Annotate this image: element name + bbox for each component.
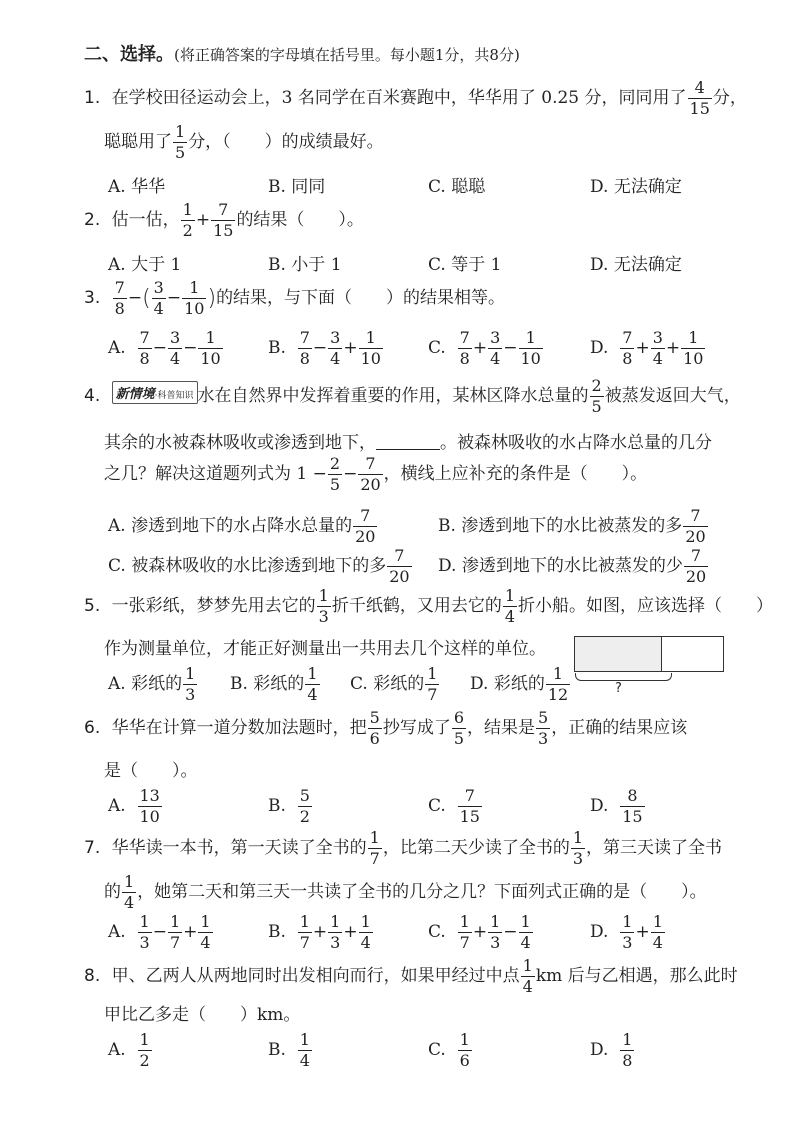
question-text: ，结果是 xyxy=(467,718,536,738)
fraction: $\frac{1}{7}$ xyxy=(369,828,380,868)
option-b[interactable]: B. 小于 1 xyxy=(268,255,342,275)
option-d[interactable]: D. 彩纸的 $\frac{1}{12}$ xyxy=(470,664,569,704)
question-text: ，她第二天和第三天一共读了全书的几分之几？下面列式正确的是（ ）。 xyxy=(137,882,707,902)
option-c[interactable]: C. 被森林吸收的水比渗透到地下的多 $\frac{7}{20}$ xyxy=(108,546,410,586)
fraction: $\frac{7}{15}$ xyxy=(213,200,234,240)
operator: − xyxy=(127,288,143,308)
question-text: ，横线上应补充的条件是（ ）。 xyxy=(383,464,648,484)
question-number: 8. xyxy=(84,966,101,986)
section-title: 二、选择。 xyxy=(84,44,174,65)
question-text: km 后与乙相遇，那么此时 xyxy=(535,966,738,986)
paper-strip-diagram xyxy=(574,636,724,696)
question-4-line-2 xyxy=(104,428,712,453)
section-header xyxy=(84,40,520,66)
option-a[interactable]: A. 华华 xyxy=(108,177,166,197)
option-c[interactable]: C. $\frac{7}{8}$ + $\frac{3}{4}$ − $\frac{1}{10}$ xyxy=(428,328,541,368)
question-5-line-1 xyxy=(84,588,773,625)
fraction: $\frac{5}{3}$ xyxy=(538,708,549,748)
fraction: $\frac{2}{5}$ xyxy=(591,376,602,416)
question-number: 7. xyxy=(84,838,101,858)
option-c[interactable]: C. 等于 1 xyxy=(428,255,502,275)
fraction: $\frac{2}{5}$ xyxy=(329,454,341,494)
option-d[interactable]: D. $\frac{8}{15}$ xyxy=(590,786,643,826)
option-d[interactable]: D. $\frac{1}{8}$ xyxy=(590,1030,633,1070)
question-text: 作为测量单位，才能正好测量出一共用去几个这样的单位。 xyxy=(104,639,546,659)
strip-segment-second xyxy=(624,637,662,671)
fraction: $\frac{1}{3}$ xyxy=(572,828,584,868)
option-a[interactable]: A. $\frac{13}{10}$ xyxy=(108,786,160,826)
question-text: 的 xyxy=(104,882,121,902)
question-mark: ? xyxy=(615,681,622,696)
fraction: $\frac{1}{2}$ xyxy=(182,200,193,240)
option-b[interactable]: B. $\frac{7}{8}$ − $\frac{3}{4}$ + $\frac{1}{10}$ xyxy=(268,328,381,368)
fraction: $\frac{1}{4}$ xyxy=(124,872,135,912)
question-text: 折千纸鹤，又用去它的 xyxy=(331,596,502,616)
question-text: 的结果（ ）。 xyxy=(236,210,364,230)
fraction: $\frac{3}{4}$ xyxy=(153,278,164,318)
context-badge: 新情境·科普知识 xyxy=(112,381,198,404)
question-3-line-1 xyxy=(84,280,505,317)
brace xyxy=(575,673,672,681)
operator: + xyxy=(195,210,211,230)
question-2-line-1 xyxy=(84,202,364,239)
question-8-line-1 xyxy=(84,958,738,995)
option-c[interactable]: C. $\frac{1}{6}$ xyxy=(428,1030,470,1070)
question-text: 之几？解决这道题列式为 1 − xyxy=(104,464,327,484)
question-text: 分，（ ）的成绩最好。 xyxy=(188,132,384,152)
question-4-line-3 xyxy=(104,456,647,493)
question-6-line-1 xyxy=(84,710,687,747)
question-text: 一张彩纸，梦梦先用去它的 xyxy=(111,596,316,616)
option-a[interactable]: A. 渗透到地下的水占降水总量的 $\frac{7}{20}$ xyxy=(108,506,376,546)
question-text: 甲比乙多走（ ）km。 xyxy=(104,1005,301,1025)
option-c[interactable]: C. 彩纸的 $\frac{1}{7}$ xyxy=(350,664,438,704)
operator: − xyxy=(343,464,358,484)
question-4-line-1 xyxy=(84,378,741,415)
option-d[interactable]: D. 渗透到地下的水比被蒸发的少 $\frac{7}{20}$ xyxy=(438,546,707,586)
question-number: 3. xyxy=(84,288,101,308)
fraction: $\frac{7}{8}$ xyxy=(114,278,125,318)
option-c[interactable]: C. $\frac{1}{7}$ + $\frac{1}{3}$ − $\frac{1}{4}$ xyxy=(428,912,531,952)
question-1-line-2 xyxy=(104,124,384,161)
option-b[interactable]: B. 渗透到地下的水比被蒸发的多 $\frac{7}{20}$ xyxy=(438,506,706,546)
fraction: $\frac{1}{3}$ xyxy=(318,586,329,626)
question-text: 在学校田径运动会上，3 名同学在百米赛跑中，华华用了 0.25 分，同同用了 xyxy=(111,88,687,108)
option-label: C. xyxy=(428,338,446,358)
fraction: $\frac{1}{5}$ xyxy=(175,122,186,162)
option-c[interactable]: C. $\frac{7}{15}$ xyxy=(428,786,480,826)
question-text: 。被森林吸收的水占降水总量的几分 xyxy=(440,433,712,453)
question-text: 聪聪用了 xyxy=(104,132,172,152)
question-text: 的结果，与下面（ ）的结果相等。 xyxy=(216,288,506,308)
question-1-line-1 xyxy=(84,80,747,117)
question-text: 折小船。如图，应该选择（ ） xyxy=(518,596,774,616)
question-text: ，比第二天少读了全书的 xyxy=(382,838,570,858)
fraction: $\frac{6}{5}$ xyxy=(453,708,465,748)
question-text: 华华在计算一道分数加法题时，把 xyxy=(111,718,367,738)
option-a[interactable]: A. $\frac{1}{3}$ − $\frac{1}{7}$ + $\frac{1}{4}$ xyxy=(108,912,211,952)
strip-segment-first xyxy=(575,637,625,671)
question-number: 2. xyxy=(84,210,101,230)
question-text: ，正确的结果应该 xyxy=(551,718,688,738)
option-d[interactable]: D. 无法确定 xyxy=(590,255,682,275)
question-number: 1. xyxy=(84,88,101,108)
question-number: 5. xyxy=(84,596,101,616)
question-7-line-1 xyxy=(84,830,722,867)
option-b[interactable]: B. 彩纸的 $\frac{1}{4}$ xyxy=(230,664,318,704)
option-label: D. xyxy=(590,338,609,358)
question-text: 估一估， xyxy=(111,210,180,230)
fraction: $\frac{1}{10}$ xyxy=(184,278,205,318)
option-b[interactable]: B. $\frac{5}{2}$ xyxy=(268,786,310,826)
question-text: 是（ ）。 xyxy=(104,761,198,781)
left-paren: ( xyxy=(142,286,151,311)
question-text: 甲、乙两人从两地同时出发相向而行，如果甲经过中点 xyxy=(111,966,520,986)
question-text: 抄写成了 xyxy=(382,718,451,738)
question-7-line-2 xyxy=(104,874,707,911)
section-note: (将正确答案的字母填在括号里。每小题1分，共8分) xyxy=(174,46,520,64)
question-text: 水在自然界中发挥着重要的作用，某林区降水总量的 xyxy=(197,386,589,406)
question-text: 分， xyxy=(712,88,747,108)
option-b[interactable]: B. 同同 xyxy=(268,177,326,197)
fraction: $\frac{1}{4}$ xyxy=(504,586,516,626)
fraction: $\frac{1}{4}$ xyxy=(522,956,533,996)
question-text: 被蒸发返回大气， xyxy=(604,386,741,406)
option-a[interactable]: A. 彩纸的 $\frac{1}{3}$ xyxy=(108,664,196,704)
answer-blank[interactable] xyxy=(376,449,440,450)
option-a[interactable]: A. $\frac{7}{8}$ − $\frac{3}{4}$ − $\frac{1}{10}$ xyxy=(108,328,221,368)
option-b[interactable]: B. $\frac{1}{4}$ xyxy=(268,1030,310,1070)
question-number: 6. xyxy=(84,718,101,738)
question-number: 4. xyxy=(84,386,101,406)
option-d[interactable]: D. $\frac{7}{8}$ + $\frac{3}{4}$ + $\frac{1}{10}$ xyxy=(590,328,704,368)
fraction: $\frac{5}{6}$ xyxy=(369,708,380,748)
option-label: A. xyxy=(108,338,126,358)
question-text: ，第三天读了全书 xyxy=(586,838,723,858)
operator: − xyxy=(166,288,182,308)
option-d[interactable]: D. $\frac{1}{3}$ + $\frac{1}{4}$ xyxy=(590,912,663,952)
option-c[interactable]: C. 聪聪 xyxy=(428,177,486,197)
fraction: $\frac{7}{20}$ xyxy=(360,454,381,494)
question-text: 华华读一本书，第一天读了全书的 xyxy=(111,838,367,858)
option-label: B. xyxy=(268,338,286,358)
fraction: $\frac{4}{15}$ xyxy=(689,78,710,118)
question-text: 其余的水被森林吸收或渗透到地下， xyxy=(104,433,376,453)
option-b[interactable]: B. $\frac{1}{7}$ + $\frac{1}{3}$ + $\frac{1}{4}$ xyxy=(268,912,371,952)
option-a[interactable]: A. 大于 1 xyxy=(108,255,182,275)
right-paren: ) xyxy=(207,286,217,311)
option-d[interactable]: D. 无法确定 xyxy=(590,177,682,197)
option-a[interactable]: A. $\frac{1}{2}$ xyxy=(108,1030,150,1070)
